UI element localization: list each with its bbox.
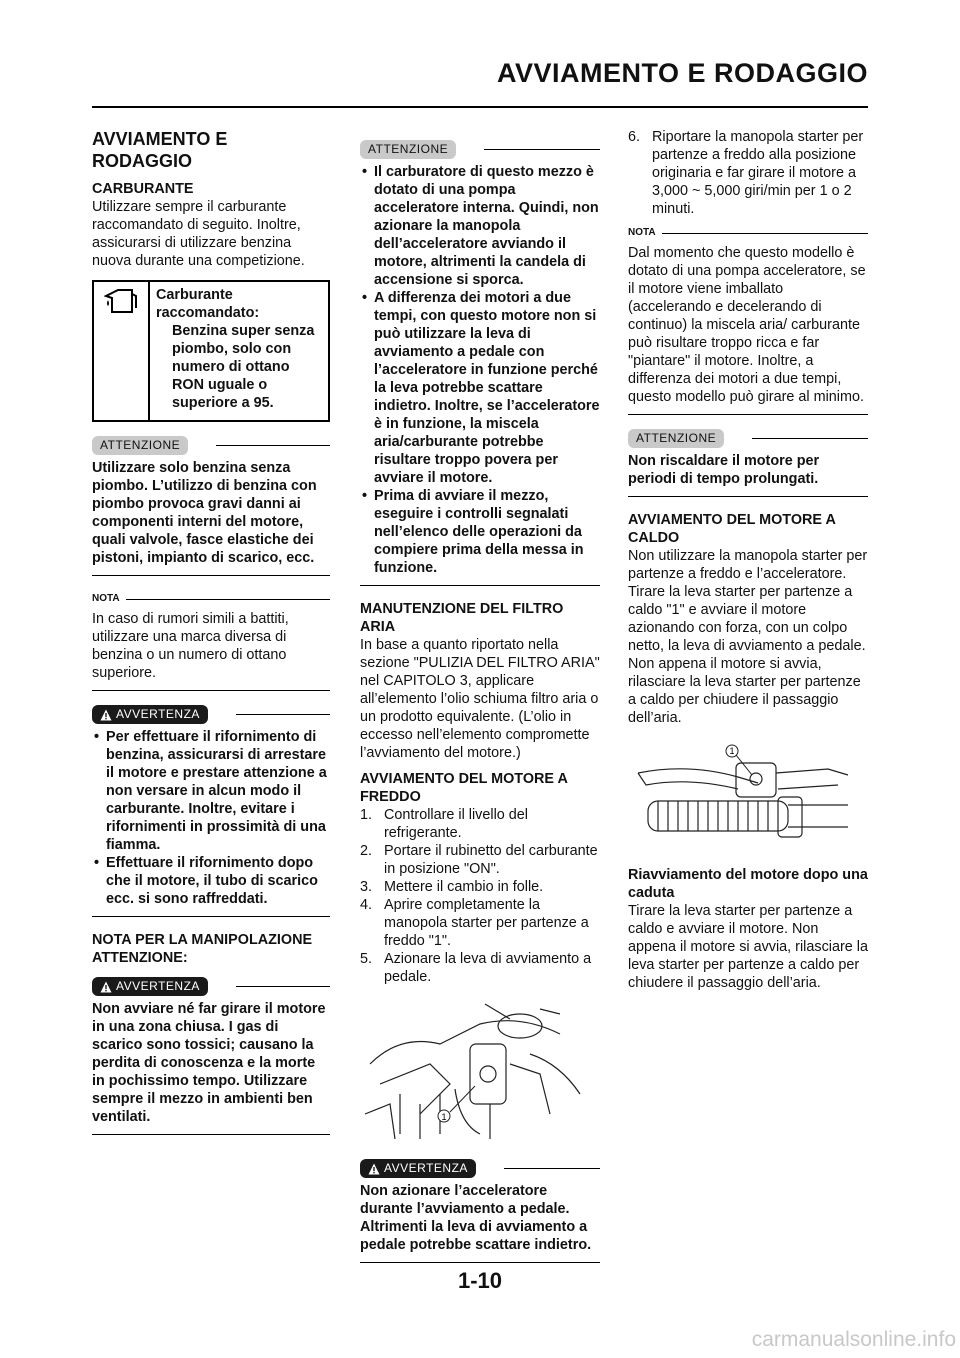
warm-start-text: Non utilizzare la manopola starter per partenze a freddo e l’acceleratore. Tirare la leva starter per partenze a caldo "1" e avviare il motore azionando con forza, con un colpo netto, la leva di avviamento a pedale. Non appena il motore si avvia, rilasciare la leva starter per partenze a caldo per chiudere il passaggio dell’aria.	[628, 548, 868, 726]
attention-block-1	[92, 436, 330, 576]
figure-callout: 1	[729, 746, 735, 756]
fuel-spec-box	[92, 280, 330, 422]
warning-label: AVVERTENZA	[116, 979, 200, 993]
list-item: • Effettuare il rifornimento dopo che il motore, il tubo di scarico ecc. si sono raffreddati.	[92, 854, 330, 908]
warning-triangle-icon	[368, 1163, 380, 1175]
warning-text: Non avviare né far girare il motore in una zona chiusa. I gas di scarico sono tossici; causano la perdita di conoscenza e la morte in pochissimo tempo. Utilizzare sempre il mezzo in ambienti ben ventilati.	[92, 1001, 326, 1125]
warning-triangle-icon	[100, 981, 112, 993]
list-item: • Il carburatore di questo mezzo è dotato di una pompa acceleratore interna. Quindi, non azionare la manopola dell’acceleratore avviando il motore, altrimenti la candela di accensione si sporca.	[360, 163, 600, 289]
restart-heading: Riavviamento del motore dopo una caduta	[628, 867, 868, 901]
cold-start-steps	[360, 806, 600, 986]
warning-label: AVVERTENZA	[384, 1161, 468, 1175]
attention-block-2	[360, 140, 600, 586]
list-item: 1. Controllare il livello del refrigerante.	[360, 807, 528, 841]
footer-watermark: carmanualsonline.info	[751, 1328, 956, 1351]
attention-text: Utilizzare solo benzina senza piombo. L’utilizzo di benzina con piombo provoca gravi danni ai componenti interni del motore, quali valvole, fasce elastiche dei pistoni, impianto di scarico, ecc.	[92, 460, 317, 566]
column-1	[92, 128, 330, 1149]
fuel-spec-body: Benzina super senza piombo, solo con numero di ottano RON uguale o superiore a 95.	[172, 323, 315, 411]
filter-text: In base a quanto riportato nella sezione "PULIZIA DEL FILTRO ARIA" nel CAPITOLO 3, applicare all’elemento l’olio schiuma filtro aria o un prodotto equivalente. (L’olio in eccesso nell’elemento compromette l’avviamento del motore.)	[360, 637, 600, 761]
list-item: 5. Azionare la leva di avviamento a pedale.	[360, 951, 592, 985]
handling-heading: NOTA PER LA MANIPOLAZIONE ATTENZIONE:	[92, 932, 313, 966]
warning-block-1	[92, 705, 330, 917]
attention-text: Non riscaldare il motore per periodi di tempo prolungati.	[628, 453, 820, 487]
handlebar-figure	[628, 743, 868, 858]
figure-callout: 1	[441, 1112, 447, 1122]
note-block	[628, 224, 868, 415]
column-2	[360, 128, 600, 1277]
list-item: 4. Aprire completamente la manopola starter per partenze a freddo "1".	[360, 897, 589, 949]
fuel-heading: CARBURANTE	[92, 181, 194, 197]
filter-heading: MANUTENZIONE DEL FILTRO ARIA	[360, 601, 564, 635]
fuel-pump-icon	[94, 282, 148, 420]
cold-start-steps-continued	[628, 128, 868, 218]
warning-badge	[360, 1159, 476, 1178]
note-label: NOTA	[92, 593, 120, 604]
column-3	[628, 128, 868, 992]
attention-list	[360, 163, 600, 577]
header-rule	[92, 106, 868, 108]
fuel-spec-text	[148, 282, 328, 420]
list-item: • Per effettuare il rifornimento di benzina, assicurarsi di arrestare il motore e prestare attenzione a non versare in alcun modo il carburante. Inoltre, evitare i rifornimenti in prossimità di una fiamma.	[92, 728, 330, 854]
list-item: • Prima di avviare il mezzo, eseguire i controlli segnalati nell’elenco delle operazioni da compiere prima della messa in funzione.	[360, 487, 600, 577]
list-item: 3. Mettere il cambio in folle.	[360, 879, 544, 895]
restart-text: Tirare la leva starter per partenze a caldo e avviare il motore. Non appena il motore si avvia, rilasciare la leva starter per partenze a caldo per chiudere il passaggio dell’aria.	[628, 903, 868, 991]
note-block	[92, 590, 330, 691]
list-item: 6. Riportare la manopola starter per partenze a freddo alla posizione originaria e far girare il motore a 3,000 ~ 5,000 giri/min per 1 o 2 minuti.	[628, 129, 864, 217]
note-label: NOTA	[628, 227, 656, 238]
warning-block-3	[360, 1159, 600, 1263]
list-item: • A differenza dei motori a due tempi, con questo motore non si può utilizzare la leva di avviamento a pedale con l’acceleratore in funzione perché la leva potrebbe scattare indietro. Inoltre, se l’acceleratore è in funzione, la miscela aria/carburante potrebbe risultare troppo povera per avviare il motore.	[360, 289, 600, 487]
cold-start-heading: AVVIAMENTO DEL MOTORE A FREDDO	[360, 771, 568, 805]
warm-start-heading: AVVIAMENTO DEL MOTORE A CALDO	[628, 512, 836, 546]
note-text: Dal momento che questo modello è dotato di una pompa acceleratore, se il motore viene imballato (accelerando e decelerando di continuo) la miscela aria/ carburante può risultare troppo ricca e far "piantare" il motore. Inoltre, a differenza dei motori a due tempi, questo modello può girare al minimo.	[628, 245, 866, 405]
attention-block-3	[628, 429, 868, 497]
fuel-spec-title: Carburante raccomandato:	[156, 287, 260, 321]
list-item: 2. Portare il rubinetto del carburante in posizione "ON".	[360, 843, 598, 877]
warning-triangle-icon	[100, 709, 112, 721]
warning-text: Non azionare l’acceleratore durante l’avviamento a pedale. Altrimenti la leva di avviamento a pedale potrebbe scattare indietro.	[360, 1183, 592, 1253]
warning-badge	[92, 977, 208, 996]
engine-figure	[360, 994, 600, 1149]
attention-badge: ATTENZIONE	[92, 436, 188, 455]
warning-block-2	[92, 977, 330, 1135]
warning-badge	[92, 705, 208, 724]
warning-list	[92, 728, 330, 908]
attention-badge: ATTENZIONE	[628, 429, 724, 448]
fuel-text: Utilizzare sempre il carburante raccomandato di seguito. Inoltre, assicurarsi di utilizzare benzina nuova durante una competizione.	[92, 199, 305, 269]
header-title: AVVIAMENTO E RODAGGIO	[496, 58, 868, 88]
warning-label: AVVERTENZA	[116, 707, 200, 721]
note-text: In caso di rumori simili a battiti, utilizzare una marca diversa di benzina o un numero di ottano superiore.	[92, 611, 289, 681]
section-title: AVVIAMENTO E RODAGGIO	[92, 129, 228, 171]
page-number: 1-10	[457, 1268, 503, 1293]
attention-badge: ATTENZIONE	[360, 140, 456, 159]
